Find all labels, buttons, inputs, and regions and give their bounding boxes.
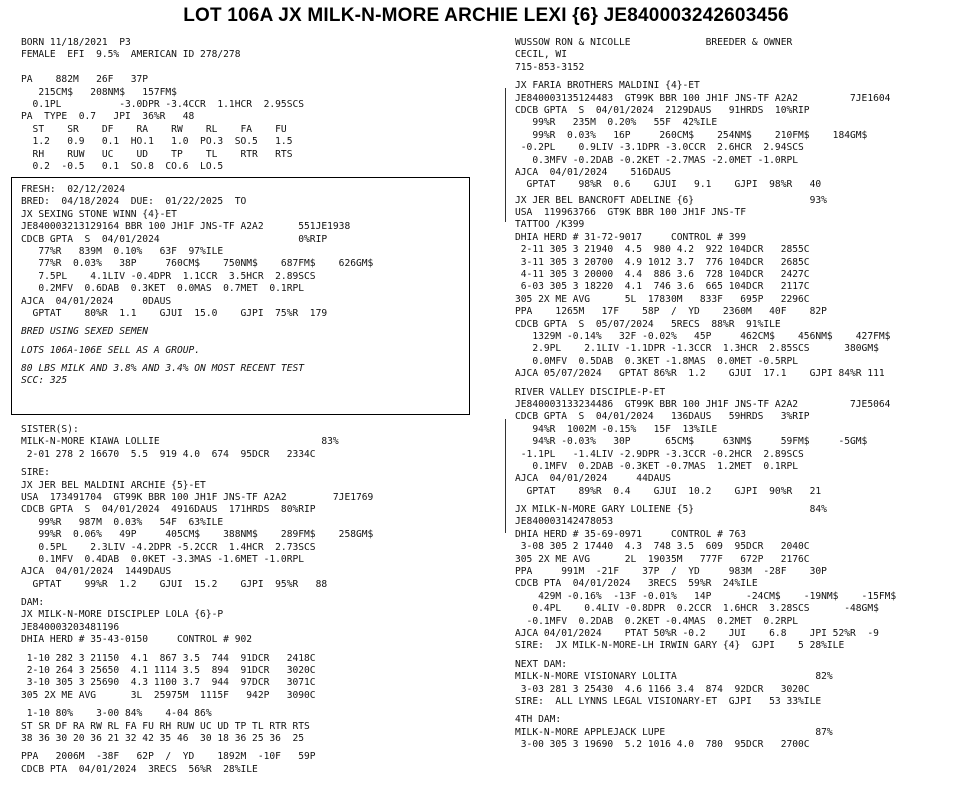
text-line: JX MILK-N-MORE DISCIPLEP LOLA {6}-P [21, 609, 224, 621]
text-line: 94%R -0.03% 30P 65CM$ 63NM$ 59FM$ -5GM$ [515, 436, 868, 448]
breeder-owner [515, 37, 896, 74]
lot-title: LOT 106A JX MILK-N-MORE ARCHIE LEXI {6} JE840003242603456 [183, 5, 789, 26]
text-line: 305 2X ME AVG 3L 25975M 1115F 942P 3090C [21, 689, 316, 701]
animal-summary [21, 37, 304, 173]
text-line: 215CM$ 208NM$ 157FM$ [21, 86, 177, 98]
text-line: AJCA 04/01/2024 0DAUS [21, 295, 172, 307]
text-line: 77%R 0.03% 38P 760CM$ 750NM$ 687FM$ 626GM$ [21, 258, 374, 270]
text-line: 0.4PL 0.4LIV -0.8DPR 0.2CCR 1.6HCR 3.28SCS -48GM$ [515, 603, 879, 615]
text-line: 3-11 305 3 20700 4.9 1012 3.7 776 104DCR 2685C [515, 256, 810, 268]
text-line: 94%R 1002M -0.15% 15F 13%ILE [515, 423, 718, 435]
text-line: AJCA 05/07/2024 GPTAT 86%R 1.2 GJUI 17.1 GJPI 84%R 111 [515, 368, 885, 380]
text-line: JX JER BEL BANCROFT ADELINE {6} 93% [515, 194, 827, 206]
text-line: SIRE: [21, 467, 50, 479]
text-line: PA 882M 26F 37P [21, 74, 149, 86]
text-line: SISTER(S): [21, 424, 79, 435]
text-line: JX MILK-N-MORE GARY LOLIENE {5} 84% [515, 504, 827, 516]
note-sell-as-group: LOTS 106A-106E SELL AS A GROUP. [21, 344, 201, 356]
text-line: AJCA 04/01/2024 516DAUS [515, 166, 671, 178]
text-line: CDCB GPTA S 04/01/2024 4916DAUS 171HRDS 80%RIP [21, 504, 316, 516]
text-line: 0.2 -0.5 0.1 SO.8 CO.6 LO.5 [21, 160, 224, 172]
text-line: CDCB PTA 04/01/2024 3RECS 59%R 24%ILE [515, 578, 758, 590]
text-line: AJCA 04/01/2024 44DAUS [515, 473, 671, 485]
text-line: 1329M -0.14% 32F -0.02% 45P 462CM$ 456NM$ 427FM$ [515, 330, 891, 342]
dam-section [21, 597, 373, 647]
text-line: PPA 1265M 17F 58P / YD 2360M 40F 82P [515, 306, 827, 318]
text-line: GPTAT 80%R 1.1 GJUI 15.0 GJPI 75%R 179 [21, 307, 328, 319]
text-line: 1.2 0.9 0.1 HO.1 1.0 PO.3 SO.5 1.5 [21, 136, 293, 148]
text-line: MILK-N-MORE KIAWA LOLLIE 83% [21, 436, 339, 448]
sire-of-dam [515, 80, 896, 192]
text-line: DHIA HERD # 35-69-0971 CONTROL # 763 [515, 528, 747, 540]
fourth-dam [515, 714, 896, 751]
text-line: 4TH DAM: [515, 714, 562, 726]
pedigree-right [515, 37, 896, 751]
text-line: RIVER VALLEY DISCIPLE-P-ET [515, 386, 666, 398]
text-line: CECIL, WI [515, 49, 567, 61]
text-line: RH RUW UC UD TP TL RTR RTS [21, 148, 293, 160]
text-line: PPA 991M -21F 37P / YD 983M -28F 30P [515, 566, 827, 578]
text-line: CDCB PTA 04/01/2024 3RECS 56%R 28%ILE [21, 763, 258, 775]
text-line: BRED: 04/18/2024 DUE: 01/22/2025 TO [21, 196, 247, 208]
text-line: 6-03 305 3 18220 4.1 746 3.6 665 104DCR 2117C [515, 281, 810, 293]
sisters-section [21, 424, 373, 461]
text-line: 0.2MFV 0.6DAB 0.3KET 0.0MAS 0.7MET 0.1RPL [21, 283, 305, 295]
text-line: -1.1PL -1.4LIV -2.9DPR -3.3CCR -0.2HCR 2.89SCS [515, 448, 804, 460]
text-line: CDCB GPTA S 04/01/2024 136DAUS 59HRDS 3%RIP [515, 411, 810, 423]
text-line: 77%R 839M 0.10% 63F 97%ILE [21, 245, 224, 257]
text-line: 0.3MFV -0.2DAB -0.2KET -2.7MAS -2.0MET -1.0RPL [515, 154, 799, 166]
fresh-box-details [21, 184, 469, 320]
text-line: FRESH: 02/12/2024 [21, 184, 125, 195]
text-line: 1-10 80% 3-00 84% 4-04 86% [21, 708, 212, 720]
text-line: DHIA HERD # 31-72-9017 CONTROL # 399 [515, 231, 747, 243]
text-line: ST SR DF RA RW RL FA FU [21, 123, 287, 135]
text-line [21, 62, 304, 74]
note-recent-test: 80 LBS MILK AND 3.8% AND 3.4% ON MOST RECENT TEST [21, 363, 305, 375]
text-line: 715-853-3152 [515, 61, 585, 73]
text-line: 2-01 278 2 16670 5.5 919 4.0 674 95DCR 2334C [21, 448, 316, 460]
sire-section [21, 467, 373, 591]
fresh-breeding-box [11, 177, 470, 415]
text-line: 38 36 30 20 36 21 32 42 35 46 30 18 36 25 36 25 [21, 732, 305, 744]
text-line: USA 119963766 GT9K BBR 100 JH1F JNS-TF [515, 207, 747, 219]
text-line: JE840003213129164 BBR 100 JH1F JNS-TF A2A2 551JE1938 [21, 221, 351, 233]
text-line: MILK-N-MORE APPLEJACK LUPE 87% [515, 726, 833, 738]
text-line: ST SR DF RA RW RL FA FU RH RUW UC UD TP TL RTR RTS [21, 720, 310, 732]
text-line: TATTOO /K399 [515, 219, 585, 231]
text-line: 429M -0.16% -13F -0.01% 14P -24CM$ -19NM$ -15FM$ [515, 590, 897, 602]
text-line: 4-11 305 3 20000 4.4 886 3.6 728 104DCR 2427C [515, 269, 810, 281]
text-line: 0.1PL -3.0DPR -3.4CCR 1.1HCR 2.95SCS [21, 98, 305, 110]
text-line: MILK-N-MORE VISIONARY LOLITA 82% [515, 671, 833, 683]
text-line: PPA 2006M -38F 62P / YD 1892M -10F 59P [21, 751, 316, 763]
text-line: JE840003203481196 [21, 621, 120, 633]
text-line: CDCB GPTA S 05/07/2024 5RECS 88%R 91%ILE [515, 318, 781, 330]
text-line: JE840003135124483 GT99K BBR 100 JH1F JNS-TF A2A2 7JE1604 [515, 92, 891, 104]
separator-line-2 [505, 419, 506, 533]
text-line: SIRE: JX MILK-N-MORE-LH IRWIN GARY {4} GJPI 5 28%ILE [515, 640, 845, 652]
text-line: 3-00 305 3 19690 5.2 1016 4.0 780 95DCR 2700C [515, 739, 810, 751]
text-line: -0.1MFV 0.2DAB 0.2KET -0.4MAS 0.2MET 0.2RPL [515, 615, 799, 627]
text-line: JX FARIA BROTHERS MALDINI {4}-ET [515, 80, 700, 92]
pedigree-left [21, 424, 373, 776]
text-line: JE840003133234486 GT99K BBR 100 JH1F JNS-TF A2A2 7JE5064 [515, 398, 891, 410]
text-line: GPTAT 89%R 0.4 GJUI 10.2 GJPI 90%R 21 [515, 485, 822, 497]
text-line: 1-10 282 3 21150 4.1 867 3.5 744 91DCR 2418C [21, 652, 316, 664]
dam-records [21, 653, 373, 703]
text-line: NEXT DAM: [515, 658, 567, 670]
text-line: 7.5PL 4.1LIV -0.4DPR 1.1CCR 3.5HCR 2.89SCS [21, 270, 316, 282]
text-line: USA 173491704 GT99K BBR 100 JH1F JNS-TF A2A2 7JE1769 [21, 491, 374, 503]
text-line: AJCA 04/01/2024 1449DAUS [21, 566, 172, 578]
dam-type-scores [21, 708, 373, 745]
text-line: 99%R 0.03% 16P 260CM$ 254NM$ 210FM$ 184GM$ [515, 129, 868, 141]
text-line: 99%R 0.06% 49P 405CM$ 388NM$ 289FM$ 258GM$ [21, 529, 374, 541]
dam-sire [515, 387, 896, 499]
scc-value: SCC: 325 [21, 375, 68, 387]
text-line: 0.1MFV 0.4DAB 0.0KET -3.3MAS -1.6MET -1.0RPL [21, 553, 305, 565]
text-line: 2-11 305 3 21940 4.5 980 4.2 922 104DCR 2855C [515, 244, 810, 256]
text-line: JX JER BEL MALDINI ARCHIE {5}-ET [21, 479, 206, 491]
text-line: 2.9PL 2.1LIV -1.1DPR -1.3CCR 1.3HCR 2.85SCS 380GM$ [515, 343, 879, 355]
text-line: DHIA HERD # 35-43-0150 CONTROL # 902 [21, 634, 253, 646]
text-line: 3-10 305 3 25690 4.3 1100 3.7 944 97DCR 3071C [21, 677, 316, 689]
text-line: GPTAT 98%R 0.6 GJUI 9.1 GJPI 98%R 40 [515, 179, 822, 191]
next-dam [515, 659, 896, 709]
text-line: WUSSOW RON & NICOLLE BREEDER & OWNER [515, 37, 793, 48]
text-line: GPTAT 99%R 1.2 GJUI 15.2 GJPI 95%R 88 [21, 578, 328, 590]
granddam [515, 195, 896, 381]
text-line: DAM: [21, 597, 45, 609]
text-line: 305 2X ME AVG 2L 19035M 777F 672P 2176C [515, 553, 810, 565]
text-line: 2-10 264 3 25650 4.1 1114 3.5 894 91DCR 3020C [21, 665, 316, 677]
text-line: CDCB GPTA S 04/01/2024 2129DAUS 91HRDS 10%RIP [515, 104, 810, 116]
text-line: 99%R 987M 0.03% 54F 63%ILE [21, 516, 224, 528]
text-line: CDCB GPTA S 04/01/2024 0%RIP [21, 233, 328, 245]
text-line: BORN 11/18/2021 P3 [21, 37, 131, 48]
text-line: 0.0MFV 0.5DAB 0.3KET -1.8MAS 0.0MET -0.5RPL [515, 355, 799, 367]
text-line: AJCA 04/01/2024 PTAT 50%R -0.2 JUI 6.8 JPI 52%R -9 [515, 627, 879, 639]
text-line: 3-08 305 2 17440 4.3 748 3.5 609 95DCR 2040C [515, 541, 810, 553]
text-line: PA TYPE 0.7 JPI 36%R 48 [21, 111, 195, 123]
text-line: 99%R 235M 0.20% 55F 42%ILE [515, 117, 718, 129]
text-line: JE840003142478053 [515, 516, 614, 528]
text-line: 0.5PL 2.3LIV -4.2DPR -5.2CCR 1.4HCR 2.73SCS [21, 541, 316, 553]
text-line: 3-03 281 3 25430 4.6 1166 3.4 874 92DCR 3020C [515, 683, 810, 695]
dam-ppa [21, 751, 373, 776]
separator-line-1 [505, 88, 506, 222]
text-line: -0.2PL 0.9LIV -3.1DPR -3.0CCR 2.6HCR 2.94SCS [515, 142, 804, 154]
note-sexed-semen: BRED USING SEXED SEMEN [21, 326, 149, 338]
text-line: FEMALE EFI 9.5% AMERICAN ID 278/278 [21, 49, 241, 61]
text-line: 305 2X ME AVG 5L 17830M 833F 695P 2296C [515, 293, 810, 305]
dam-detail [515, 504, 896, 653]
text-line: JX SEXING STONE WINN {4}-ET [21, 208, 177, 220]
text-line: SIRE: ALL LYNNS LEGAL VISIONARY-ET GJPI 53 33%ILE [515, 695, 822, 707]
text-line: 0.1MFV 0.2DAB -0.3KET -0.7MAS 1.2MET 0.1RPL [515, 460, 799, 472]
